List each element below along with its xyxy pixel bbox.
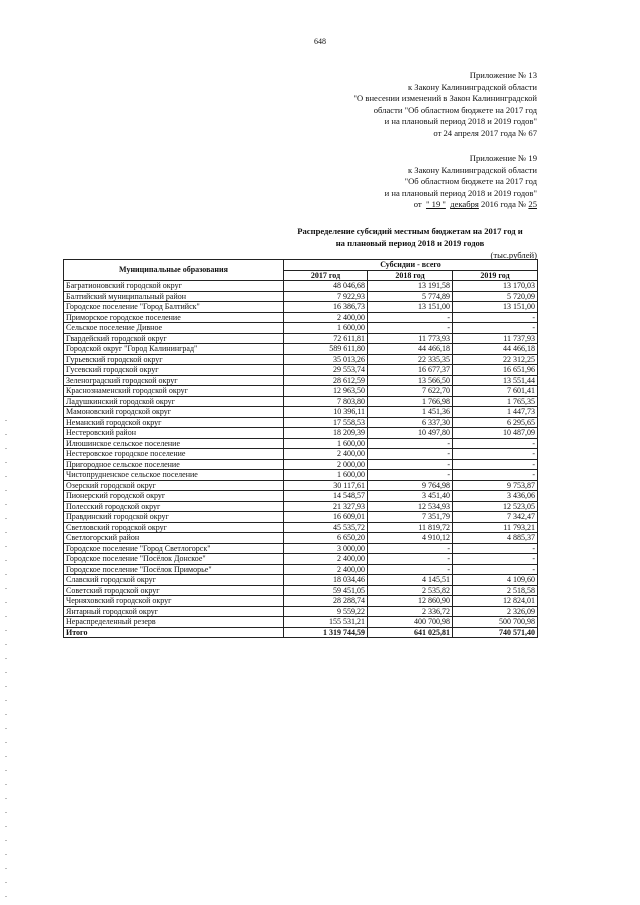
value-2019-cell: 44 466,18	[453, 344, 538, 355]
value-2017-cell: 7 803,80	[284, 396, 368, 407]
value-2018-cell: 9 764,98	[368, 480, 453, 491]
total-2018: 641 025,81	[368, 627, 453, 638]
value-2018-cell: 13 191,58	[368, 281, 453, 292]
header-year-2018: 2018 год	[368, 270, 453, 281]
municipality-cell: Нестеровское городское поселение	[64, 449, 284, 460]
value-2019-cell: 10 487,09	[453, 428, 538, 439]
value-2018-cell: 3 451,40	[368, 491, 453, 502]
value-2019-cell: 13 170,03	[453, 281, 538, 292]
value-2019-cell: -	[453, 459, 538, 470]
margin-mark	[5, 476, 7, 477]
total-label: Итого	[64, 627, 284, 638]
value-2019-cell: 1 447,73	[453, 407, 538, 418]
margin-mark	[5, 434, 7, 435]
municipality-cell: Городское поселение "Посёлок Приморье"	[64, 564, 284, 575]
margin-mark	[5, 896, 7, 897]
document-title	[250, 226, 570, 249]
margin-mark	[5, 882, 7, 883]
page-number: 648	[314, 37, 326, 46]
table-row	[64, 617, 538, 628]
header-subsidies-total: Субсидии - всего	[284, 260, 538, 271]
value-2018-cell: 16 677,37	[368, 365, 453, 376]
value-2017-cell: 14 548,57	[284, 491, 368, 502]
table-row	[64, 396, 538, 407]
municipality-cell: Гвардейский городской округ	[64, 333, 284, 344]
units-label: (тыс.рублей)	[490, 250, 537, 260]
margin-mark	[5, 630, 7, 631]
municipality-cell: Светловский городской округ	[64, 522, 284, 533]
municipality-cell: Приморское городское поселение	[64, 312, 284, 323]
value-2018-cell: 11 773,93	[368, 333, 453, 344]
table-row	[64, 564, 538, 575]
table-row	[64, 407, 538, 418]
law-number: 25	[528, 199, 537, 210]
value-2019-cell: 9 753,87	[453, 480, 538, 491]
table-row	[64, 554, 538, 565]
value-2017-cell: 16 609,01	[284, 512, 368, 523]
margin-mark	[5, 672, 7, 673]
table-row	[64, 302, 538, 313]
value-2018-cell: 7 622,70	[368, 386, 453, 397]
margin-mark	[5, 728, 7, 729]
table-row	[64, 585, 538, 596]
value-2019-cell: 4 109,60	[453, 575, 538, 586]
margin-mark	[5, 784, 7, 785]
municipality-cell: Советский городской округ	[64, 585, 284, 596]
value-2019-cell: 12 523,05	[453, 501, 538, 512]
municipality-cell: Полесский городской округ	[64, 501, 284, 512]
date-year-no: 2016 года №	[478, 199, 529, 210]
margin-mark	[5, 644, 7, 645]
margin-mark	[5, 826, 7, 827]
table-row	[64, 365, 538, 376]
table-row	[64, 344, 538, 355]
value-2019-cell: 3 436,06	[453, 491, 538, 502]
table-row	[64, 291, 538, 302]
municipality-cell: Гусевский городской округ	[64, 365, 284, 376]
margin-mark	[5, 756, 7, 757]
margin-mark	[5, 518, 7, 519]
value-2018-cell: 4 145,51	[368, 575, 453, 586]
value-2018-cell: -	[368, 438, 453, 449]
subsidies-table	[63, 259, 538, 638]
value-2018-cell: 10 497,80	[368, 428, 453, 439]
value-2018-cell: -	[368, 554, 453, 565]
value-2017-cell: 2 400,00	[284, 449, 368, 460]
margin-mark	[5, 462, 7, 463]
municipality-cell: Янтарный городской округ	[64, 606, 284, 617]
margin-mark	[5, 770, 7, 771]
appendix-13-line: Приложение № 13	[469, 70, 537, 80]
municipality-cell: Черняховский городской округ	[64, 596, 284, 607]
municipality-cell: Краснознаменский городской округ	[64, 386, 284, 397]
margin-mark	[5, 504, 7, 505]
value-2019-cell: 2 326,09	[453, 606, 538, 617]
value-2017-cell: 28 612,59	[284, 375, 368, 386]
table-row	[64, 480, 538, 491]
value-2019-cell: -	[453, 438, 538, 449]
value-2017-cell: 72 611,81	[284, 333, 368, 344]
municipality-cell: Светлогорский район	[64, 533, 284, 544]
municipality-cell: Правдинский городской округ	[64, 512, 284, 523]
value-2018-cell: 4 910,12	[368, 533, 453, 544]
table-row	[64, 281, 538, 292]
date-day: " 19 "	[425, 199, 446, 210]
table-row	[64, 543, 538, 554]
municipality-cell: Зеленоградский городской округ	[64, 375, 284, 386]
value-2017-cell: 2 400,00	[284, 564, 368, 575]
value-2017-cell: 12 963,50	[284, 386, 368, 397]
table-row	[64, 417, 538, 428]
header-municipality: Муниципальные образования	[64, 260, 284, 281]
municipality-cell: Городской округ "Город Калининград"	[64, 344, 284, 355]
value-2019-cell: 500 700,98	[453, 617, 538, 628]
value-2018-cell: 5 774,89	[368, 291, 453, 302]
value-2019-cell: 7 601,41	[453, 386, 538, 397]
municipality-cell: Озерский городской округ	[64, 480, 284, 491]
value-2018-cell: -	[368, 312, 453, 323]
total-2019: 740 571,40	[453, 627, 538, 638]
value-2018-cell: 6 337,30	[368, 417, 453, 428]
value-2019-cell: -	[453, 470, 538, 481]
value-2017-cell: 35 013,26	[284, 354, 368, 365]
margin-mark	[5, 854, 7, 855]
appendix-19-block	[385, 153, 537, 211]
table-row	[64, 386, 538, 397]
value-2019-cell: 4 885,37	[453, 533, 538, 544]
table-row	[64, 438, 538, 449]
value-2017-cell: 2 400,00	[284, 312, 368, 323]
value-2017-cell: 18 209,39	[284, 428, 368, 439]
municipality-cell: Городское поселение "Город Светлогорск"	[64, 543, 284, 554]
value-2019-cell: 5 720,09	[453, 291, 538, 302]
value-2018-cell: 44 466,18	[368, 344, 453, 355]
appendix-19-line: "Об областном бюджете на 2017 год	[404, 176, 537, 187]
value-2017-cell: 59 451,05	[284, 585, 368, 596]
table-row	[64, 606, 538, 617]
value-2018-cell: 13 566,50	[368, 375, 453, 386]
header-year-2019: 2019 год	[453, 270, 538, 281]
margin-mark	[5, 812, 7, 813]
margin-mark	[5, 448, 7, 449]
appendix-13-line: от 24 апреля 2017 года № 67	[433, 127, 537, 138]
margin-mark	[5, 868, 7, 869]
value-2018-cell: 1 766,98	[368, 396, 453, 407]
table-row	[64, 512, 538, 523]
value-2019-cell: 2 518,58	[453, 585, 538, 596]
value-2017-cell: 29 553,74	[284, 365, 368, 376]
municipality-cell: Неманский городской округ	[64, 417, 284, 428]
municipality-cell: Сельское поселение Дивное	[64, 323, 284, 334]
value-2017-cell: 3 000,00	[284, 543, 368, 554]
table-row	[64, 575, 538, 586]
value-2019-cell: -	[453, 449, 538, 460]
table-row	[64, 333, 538, 344]
value-2019-cell: 16 651,96	[453, 365, 538, 376]
value-2017-cell: 10 396,11	[284, 407, 368, 418]
municipality-cell: Городское поселение "Посёлок Донское"	[64, 554, 284, 565]
margin-mark	[5, 840, 7, 841]
value-2018-cell: 12 534,93	[368, 501, 453, 512]
appendix-19-line: Приложение № 19	[469, 153, 537, 163]
value-2019-cell: 1 765,35	[453, 396, 538, 407]
appendix-13-line: к Закону Калининградской области	[407, 81, 537, 92]
table-row	[64, 533, 538, 544]
table-row	[64, 375, 538, 386]
margin-mark	[5, 490, 7, 491]
margin-mark	[5, 546, 7, 547]
value-2018-cell: 2 336,72	[368, 606, 453, 617]
margin-mark	[5, 714, 7, 715]
value-2019-cell: 13 551,44	[453, 375, 538, 386]
table-row	[64, 449, 538, 460]
table-row	[64, 312, 538, 323]
value-2019-cell: -	[453, 554, 538, 565]
table-row	[64, 323, 538, 334]
title-line: на плановый период 2018 и 2019 годов	[335, 237, 485, 248]
value-2017-cell: 21 327,93	[284, 501, 368, 512]
total-row	[64, 627, 538, 638]
municipality-cell: Славский городской округ	[64, 575, 284, 586]
value-2017-cell: 7 922,93	[284, 291, 368, 302]
margin-mark	[5, 574, 7, 575]
value-2017-cell: 18 034,46	[284, 575, 368, 586]
value-2019-cell: 22 312,25	[453, 354, 538, 365]
value-2018-cell: -	[368, 470, 453, 481]
total-2017: 1 319 744,59	[284, 627, 368, 638]
value-2018-cell: 1 451,36	[368, 407, 453, 418]
margin-mark	[5, 420, 7, 421]
table-row	[64, 354, 538, 365]
value-2018-cell: -	[368, 449, 453, 460]
value-2019-cell: -	[453, 543, 538, 554]
margin-mark	[5, 798, 7, 799]
municipality-cell: Илюшинское сельское поселение	[64, 438, 284, 449]
municipality-cell: Городское поселение "Город Балтийск"	[64, 302, 284, 313]
value-2017-cell: 2 000,00	[284, 459, 368, 470]
value-2017-cell: 16 386,73	[284, 302, 368, 313]
value-2017-cell: 1 600,00	[284, 438, 368, 449]
value-2017-cell: 30 117,61	[284, 480, 368, 491]
appendix-19-date-line	[385, 199, 537, 211]
value-2018-cell: -	[368, 564, 453, 575]
table-row	[64, 596, 538, 607]
municipality-cell: Нестеровский район	[64, 428, 284, 439]
value-2018-cell: 12 860,90	[368, 596, 453, 607]
value-2018-cell: 2 535,82	[368, 585, 453, 596]
municipality-cell: Балтийский муниципальный район	[64, 291, 284, 302]
value-2018-cell: 13 151,00	[368, 302, 453, 313]
header-year-2017: 2017 год	[284, 270, 368, 281]
municipality-cell: Нераспределенный резерв	[64, 617, 284, 628]
value-2019-cell: 11 737,93	[453, 333, 538, 344]
value-2017-cell: 155 531,21	[284, 617, 368, 628]
appendix-19-line: к Закону Калининградской области	[407, 164, 537, 175]
value-2019-cell: 13 151,00	[453, 302, 538, 313]
value-2017-cell: 48 046,68	[284, 281, 368, 292]
value-2019-cell: -	[453, 312, 538, 323]
value-2019-cell: 12 824,01	[453, 596, 538, 607]
table-row	[64, 428, 538, 439]
value-2017-cell: 1 600,00	[284, 470, 368, 481]
municipality-cell: Мамоновский городской округ	[64, 407, 284, 418]
margin-mark	[5, 616, 7, 617]
value-2019-cell: 7 342,47	[453, 512, 538, 523]
margin-mark	[5, 700, 7, 701]
municipality-cell: Чистопрудненское сельское поселение	[64, 470, 284, 481]
value-2017-cell: 589 611,80	[284, 344, 368, 355]
municipality-cell: Багратионовский городской округ	[64, 281, 284, 292]
table-row	[64, 470, 538, 481]
margin-mark	[5, 602, 7, 603]
appendix-13-line: "О внесении изменений в Закон Калининградской	[353, 93, 537, 104]
appendix-13-line: и на плановый период 2018 и 2019 годов"	[384, 116, 537, 127]
title-line: Распределение субсидий местным бюджетам на 2017 год и	[297, 226, 523, 236]
appendix-19-line: и на плановый период 2018 и 2019 годов"	[384, 187, 537, 198]
date-prefix: от	[413, 199, 422, 210]
value-2018-cell: 22 335,35	[368, 354, 453, 365]
value-2017-cell: 9 559,22	[284, 606, 368, 617]
date-month: декабря	[450, 199, 479, 210]
value-2018-cell: 400 700,98	[368, 617, 453, 628]
table-row	[64, 522, 538, 533]
value-2018-cell: 11 819,72	[368, 522, 453, 533]
value-2017-cell: 28 288,74	[284, 596, 368, 607]
table-row	[64, 501, 538, 512]
value-2017-cell: 6 650,20	[284, 533, 368, 544]
value-2018-cell: -	[368, 459, 453, 470]
value-2017-cell: 1 600,00	[284, 323, 368, 334]
margin-mark	[5, 742, 7, 743]
value-2019-cell: 11 793,21	[453, 522, 538, 533]
margin-mark	[5, 588, 7, 589]
margin-mark	[5, 532, 7, 533]
table-row	[64, 491, 538, 502]
appendix-13-line: области "Об областном бюджете на 2017 год	[373, 104, 537, 115]
municipality-cell: Ладушкинский городской округ	[64, 396, 284, 407]
value-2017-cell: 2 400,00	[284, 554, 368, 565]
value-2018-cell: 7 351,79	[368, 512, 453, 523]
municipality-cell: Пионерский городской округ	[64, 491, 284, 502]
value-2018-cell: -	[368, 543, 453, 554]
value-2018-cell: -	[368, 323, 453, 334]
appendix-13-block	[354, 70, 537, 140]
value-2017-cell: 17 558,53	[284, 417, 368, 428]
municipality-cell: Гурьевский городской округ	[64, 354, 284, 365]
value-2019-cell: 6 295,65	[453, 417, 538, 428]
margin-mark	[5, 686, 7, 687]
table-row	[64, 459, 538, 470]
margin-mark	[5, 560, 7, 561]
value-2019-cell: -	[453, 564, 538, 575]
value-2017-cell: 45 535,72	[284, 522, 368, 533]
municipality-cell: Пригородное сельское поселение	[64, 459, 284, 470]
margin-mark	[5, 658, 7, 659]
value-2019-cell: -	[453, 323, 538, 334]
